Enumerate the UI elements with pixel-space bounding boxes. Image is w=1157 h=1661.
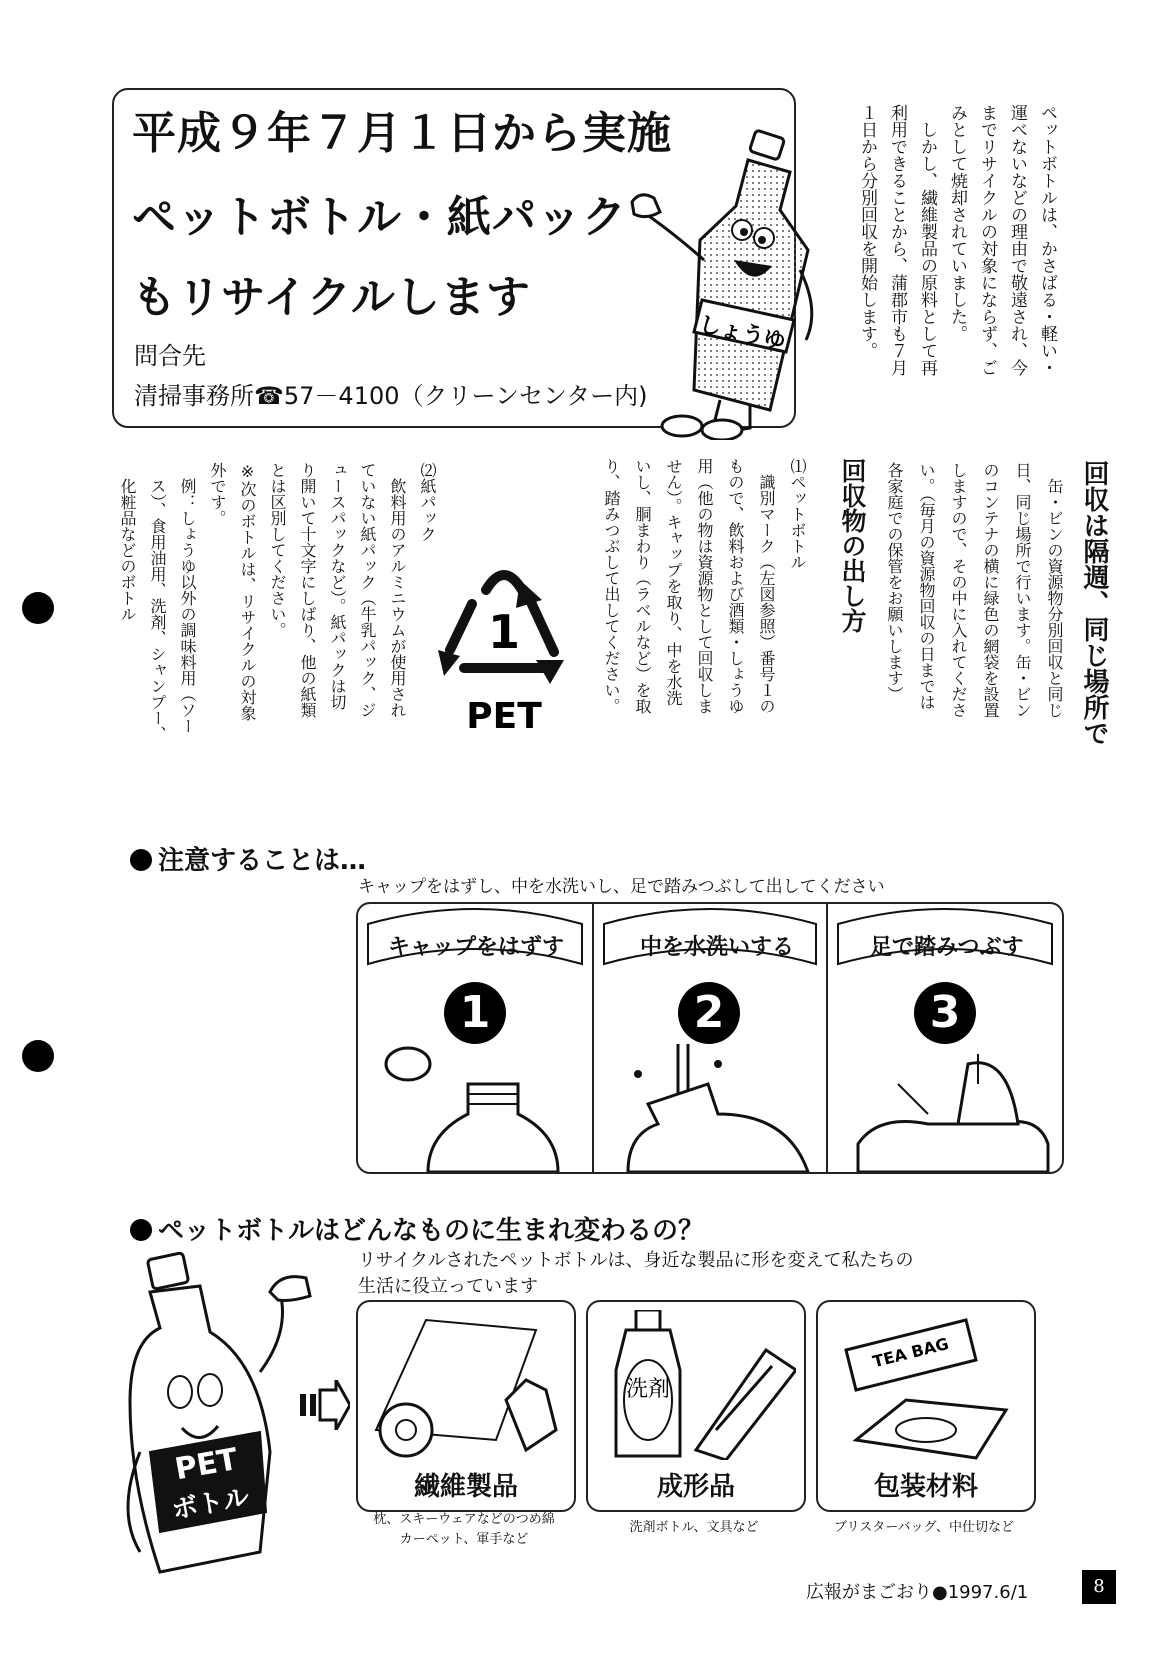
step-1-number: 1 [444,982,506,1044]
reborn-title-text: ペットボトルはどんなものに生まれ変わるの？ [158,1216,705,1246]
molded-products-label: 成形品 [656,1472,735,1502]
collection-paragraph: 缶・ビンの資源物分別回収と同じ 日、同じ場所で行います。缶・ビン のコンテナの横に緑色の網袋を設置 しますので、その中に入れてくださ い。（毎月の資源物回収の日までは 各家庭での保管をお願いします） [885,462,1064,718]
molded-products-panel [586,1300,806,1512]
reborn-subtitle-line1: リサイクルされたペットボトルは、身近な製品に形を変えて私たちの [358,1250,914,1271]
caution-title [130,840,366,877]
step-3-number: 3 [914,982,976,1044]
footer-publication: 広報がまごおり●1997.6/1 [806,1582,1029,1603]
tea-bag-box-icon [826,1310,1026,1460]
announcement-items-headline: ペットボトル・紙パック [132,192,627,243]
binder-hole-bottom [22,1040,54,1072]
announcement-recycle-headline: もリサイクルします [132,272,531,323]
packaging-desc: ブリスターバッグ、中仕切など [833,1520,1015,1535]
mascot-label-pet: PET [172,1441,241,1488]
pet-recycle-mark [424,560,584,750]
bottle-crush-icon [838,1044,1058,1172]
collection-heading: 回収は隔週、同じ場所で [1079,460,1109,746]
fiber-products-desc: 枕、スキーウェアなどのつめ綿 カーペット、軍手など [373,1512,555,1547]
announcement-date-headline: 平成９年７月１日から実施 [132,108,672,159]
step-3-label: 足で踏みつぶす [870,935,1024,960]
intro-paragraph: ペットボトルは、かさばる・軽い・ 運べないなどの理由で敬遠され、今 までリサイクルの対象にならず、ご みとして焼却されていました。 しかし、繊維製品の原料として再 利用できることから、蒲郡市も７月 １日から分別回収を開始します。 [857,104,1057,376]
tea-bag-text: TEA BAG [870,1334,951,1372]
contact-label: 問合先 [134,342,206,370]
reborn-title [130,1210,704,1247]
paper-pack-instructions: ⑵紙パック 飲料用のアルミニウムが使用され ていない紙パック（牛乳パック、ジ ュースパックなど）。紙パックは切 り開いて十文字にしばり、他の紙類 とは区別してください。 ※次のボトルは、リサイクルの対象 外です。 例：しょうゆ以外の調味料用（ソー ス）、食用油用、洗剤、シャンプー、 化粧品などのボトル [118,462,437,742]
packaging-panel [816,1300,1036,1512]
packaging-label: 包装材料 [873,1472,978,1502]
pet-bottle-mascot [110,1252,330,1592]
mascot-label-bottle: ボトル [169,1482,252,1526]
carpet-roll-icon [366,1310,566,1460]
pet-bottle-instructions: ⑴ペットボトル 識別マーク（左図参照）番号１の もので、飲料および酒類・しょうゆ 用（他の物は資源物として回収しま せん）。キャップを取り、中を水洗 いし、胴まわり（ラベルなど）を取 り、踏みつぶして出してください。 [602,458,807,714]
detergent-label-text: 洗剤 [625,1377,671,1402]
caution-steps-panel [356,902,1064,1174]
bullet-icon [130,849,152,871]
caution-title-text: 注意することは… [158,846,367,876]
contact-phone: 清掃事務所☎57－4100（クリーンセンター内) [134,382,648,410]
bottle-cap-off-icon [378,1044,578,1172]
fiber-products-panel [356,1300,576,1512]
detergent-bottle-icon [596,1310,796,1460]
arrow-right-icon [300,1380,350,1430]
reborn-subtitle-line2: 生活に役立っています [358,1276,538,1297]
step-2-number: 2 [678,982,740,1044]
molded-products-desc: 洗剤ボトル、文具など [629,1520,759,1535]
caution-subtitle: キャップをはずし、中を水洗いし、足で踏みつぶして出してください [358,877,885,897]
step-2-label: 中を水洗いする [640,935,795,960]
pet-mark-label: PET [466,696,542,737]
soy-sauce-bottle-mascot [630,120,830,440]
bottle-wash-icon [608,1044,818,1172]
page-number: 8 [1082,1570,1116,1604]
bottle-label-text: しょうゆ [696,312,788,355]
step-1-label: キャップをはずす [388,935,565,960]
binder-hole-top [22,592,54,624]
fiber-products-label: 繊維製品 [413,1472,518,1502]
bullet-icon [130,1219,152,1241]
pet-mark-number: 1 [487,605,521,659]
howto-heading: 回収物の出し方 [838,458,867,633]
